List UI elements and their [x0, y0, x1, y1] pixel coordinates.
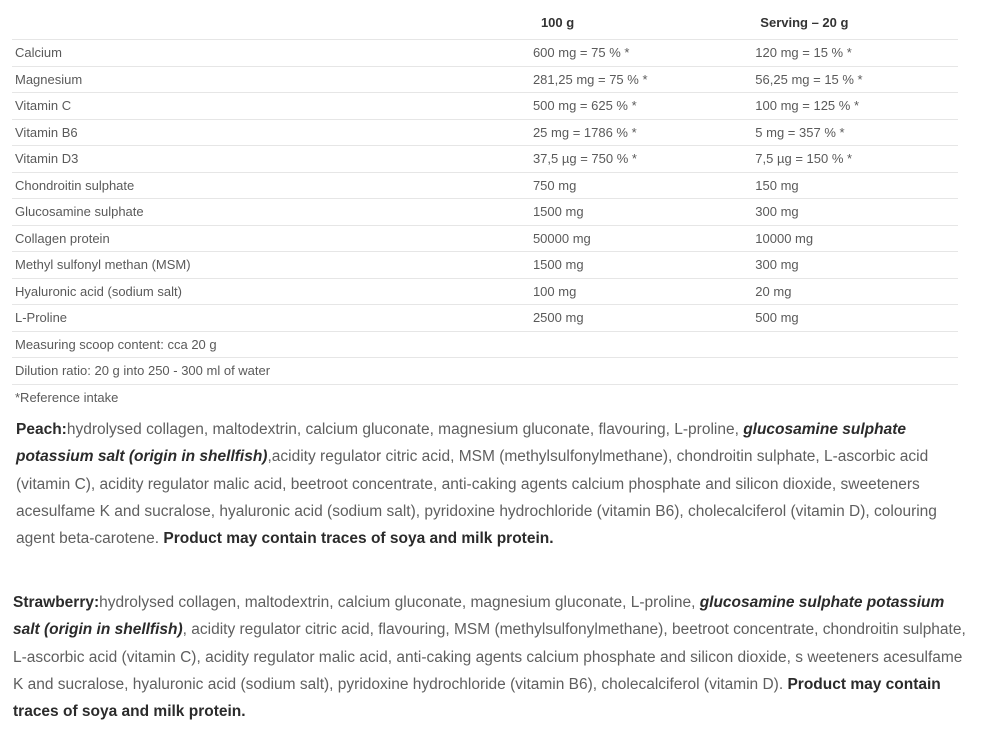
table-row	[12, 305, 958, 332]
nutrient-name: Hyaluronic acid (sodium salt)	[12, 278, 530, 305]
value-per-100g: 1500 mg	[530, 252, 752, 279]
empty-cell	[752, 384, 958, 410]
nutrient-name: Vitamin C	[12, 93, 530, 120]
value-per-serving: 56,25 mg = 15 % *	[752, 66, 958, 93]
value-per-serving: 100 mg = 125 % *	[752, 93, 958, 120]
empty-cell	[530, 384, 752, 410]
strawberry-text-1: hydrolysed collagen, maltodextrin, calcium gluconate, magnesium gluconate, L-proline,	[99, 594, 700, 611]
table-row	[12, 93, 958, 120]
nutrition-table	[12, 5, 958, 410]
value-per-serving: 150 mg	[752, 172, 958, 199]
table-row	[12, 40, 958, 67]
table-row	[12, 252, 958, 279]
table-row	[12, 331, 958, 358]
value-per-100g: 37,5 µg = 750 % *	[530, 146, 752, 173]
strawberry-warning: Product may contain traces of soya and milk protein.	[13, 675, 941, 721]
nutrient-name: L-Proline	[12, 305, 530, 332]
peach-label: Peach:	[16, 421, 67, 438]
nutrient-name: Glucosamine sulphate	[12, 199, 530, 226]
peach-warning: Product may contain traces of soya and milk protein.	[163, 530, 554, 548]
table-row	[12, 225, 958, 252]
nutrient-name: Magnesium	[12, 66, 530, 93]
value-per-100g: 1500 mg	[530, 199, 752, 226]
peach-text-2: ,acidity regulator citric acid, MSM (methylsulfonylmethane), chondroitin sulphate, L-ascorbic acid (vitamin C), acidity regulator malic acid, beetroot concentrate, anti-caking agents calcium phosphate and silicon dioxide, sweeteners acesulfame K and sucralose, hyaluronic acid (sodium salt), pyridoxine hydrochloride (vitamin B6), cholecalciferol (vitamin D), colouring agent beta-carotene.	[16, 448, 937, 548]
nutrient-name: Vitamin D3	[12, 146, 530, 173]
empty-cell	[530, 331, 752, 358]
value-per-serving: 500 mg	[752, 305, 958, 332]
strawberry-ingredients	[13, 589, 968, 725]
value-per-100g: 25 mg = 1786 % *	[530, 119, 752, 146]
scoop-note: Measuring scoop content: cca 20 g	[12, 331, 530, 358]
value-per-100g: 100 mg	[530, 278, 752, 305]
nutrient-name: Methyl sulfonyl methan (MSM)	[12, 252, 530, 279]
value-per-100g: 600 mg = 75 % *	[530, 40, 752, 67]
table-row	[12, 146, 958, 173]
table-row	[12, 384, 958, 410]
value-per-serving: 5 mg = 357 % *	[752, 119, 958, 146]
nutrient-name: Collagen protein	[12, 225, 530, 252]
table-row	[12, 199, 958, 226]
value-per-serving: 10000 mg	[752, 225, 958, 252]
table-row	[12, 358, 958, 385]
empty-cell	[752, 358, 958, 385]
header-per-100g: 100 g	[530, 5, 752, 40]
table-row	[12, 119, 958, 146]
strawberry-text-2: , acidity regulator citric acid, flavouring, MSM (methylsulfonylmethane), beetroot concentrate, chondroitin sulphate, L-ascorbic acid (vitamin C), acidity regulator malic acid, anti-caking agents calcium phosphate and silicon dioxide, s weeteners acesulfame K and sucralose, hyaluronic acid (sodium salt), pyridoxine hydrochloride (vitamin B6), cholecalciferol (vitamin D).	[13, 621, 966, 693]
table-header-row	[12, 5, 958, 40]
table-row	[12, 66, 958, 93]
peach-allergen-emphasis: glucosamine sulphate potassium salt (origin in shellfish)	[16, 421, 906, 466]
value-per-serving: 120 mg = 15 % *	[752, 40, 958, 67]
nutrient-name: Calcium	[12, 40, 530, 67]
header-nutrient	[12, 5, 530, 40]
reference-intake-note: *Reference intake	[15, 389, 119, 405]
header-per-serving: Serving – 20 g	[752, 5, 958, 40]
dilution-note: Dilution ratio: 20 g into 250 - 300 ml of water	[12, 358, 530, 385]
value-per-100g: 750 mg	[530, 172, 752, 199]
table-row	[12, 172, 958, 199]
peach-ingredients	[16, 416, 966, 552]
value-per-serving: 7,5 µg = 150 % *	[752, 146, 958, 173]
value-per-100g: 500 mg = 625 % *	[530, 93, 752, 120]
nutrient-name: Vitamin B6	[12, 119, 530, 146]
empty-cell	[752, 331, 958, 358]
strawberry-allergen-emphasis: glucosamine sulphate potassium salt (origin in shellfish)	[13, 594, 945, 639]
value-per-100g: 2500 mg	[530, 305, 752, 332]
value-per-serving: 20 mg	[752, 278, 958, 305]
strawberry-label: Strawberry:	[13, 594, 100, 611]
value-per-100g: 281,25 mg = 75 % *	[530, 66, 752, 93]
value-per-serving: 300 mg	[752, 252, 958, 279]
peach-text-1: hydrolysed collagen, maltodextrin, calcium gluconate, magnesium gluconate, flavouring, L-proline,	[66, 421, 744, 438]
nutrient-name: Chondroitin sulphate	[12, 172, 530, 199]
empty-cell	[530, 358, 752, 385]
table-row	[12, 278, 958, 305]
value-per-100g: 50000 mg	[530, 225, 752, 252]
value-per-serving: 300 mg	[752, 199, 958, 226]
